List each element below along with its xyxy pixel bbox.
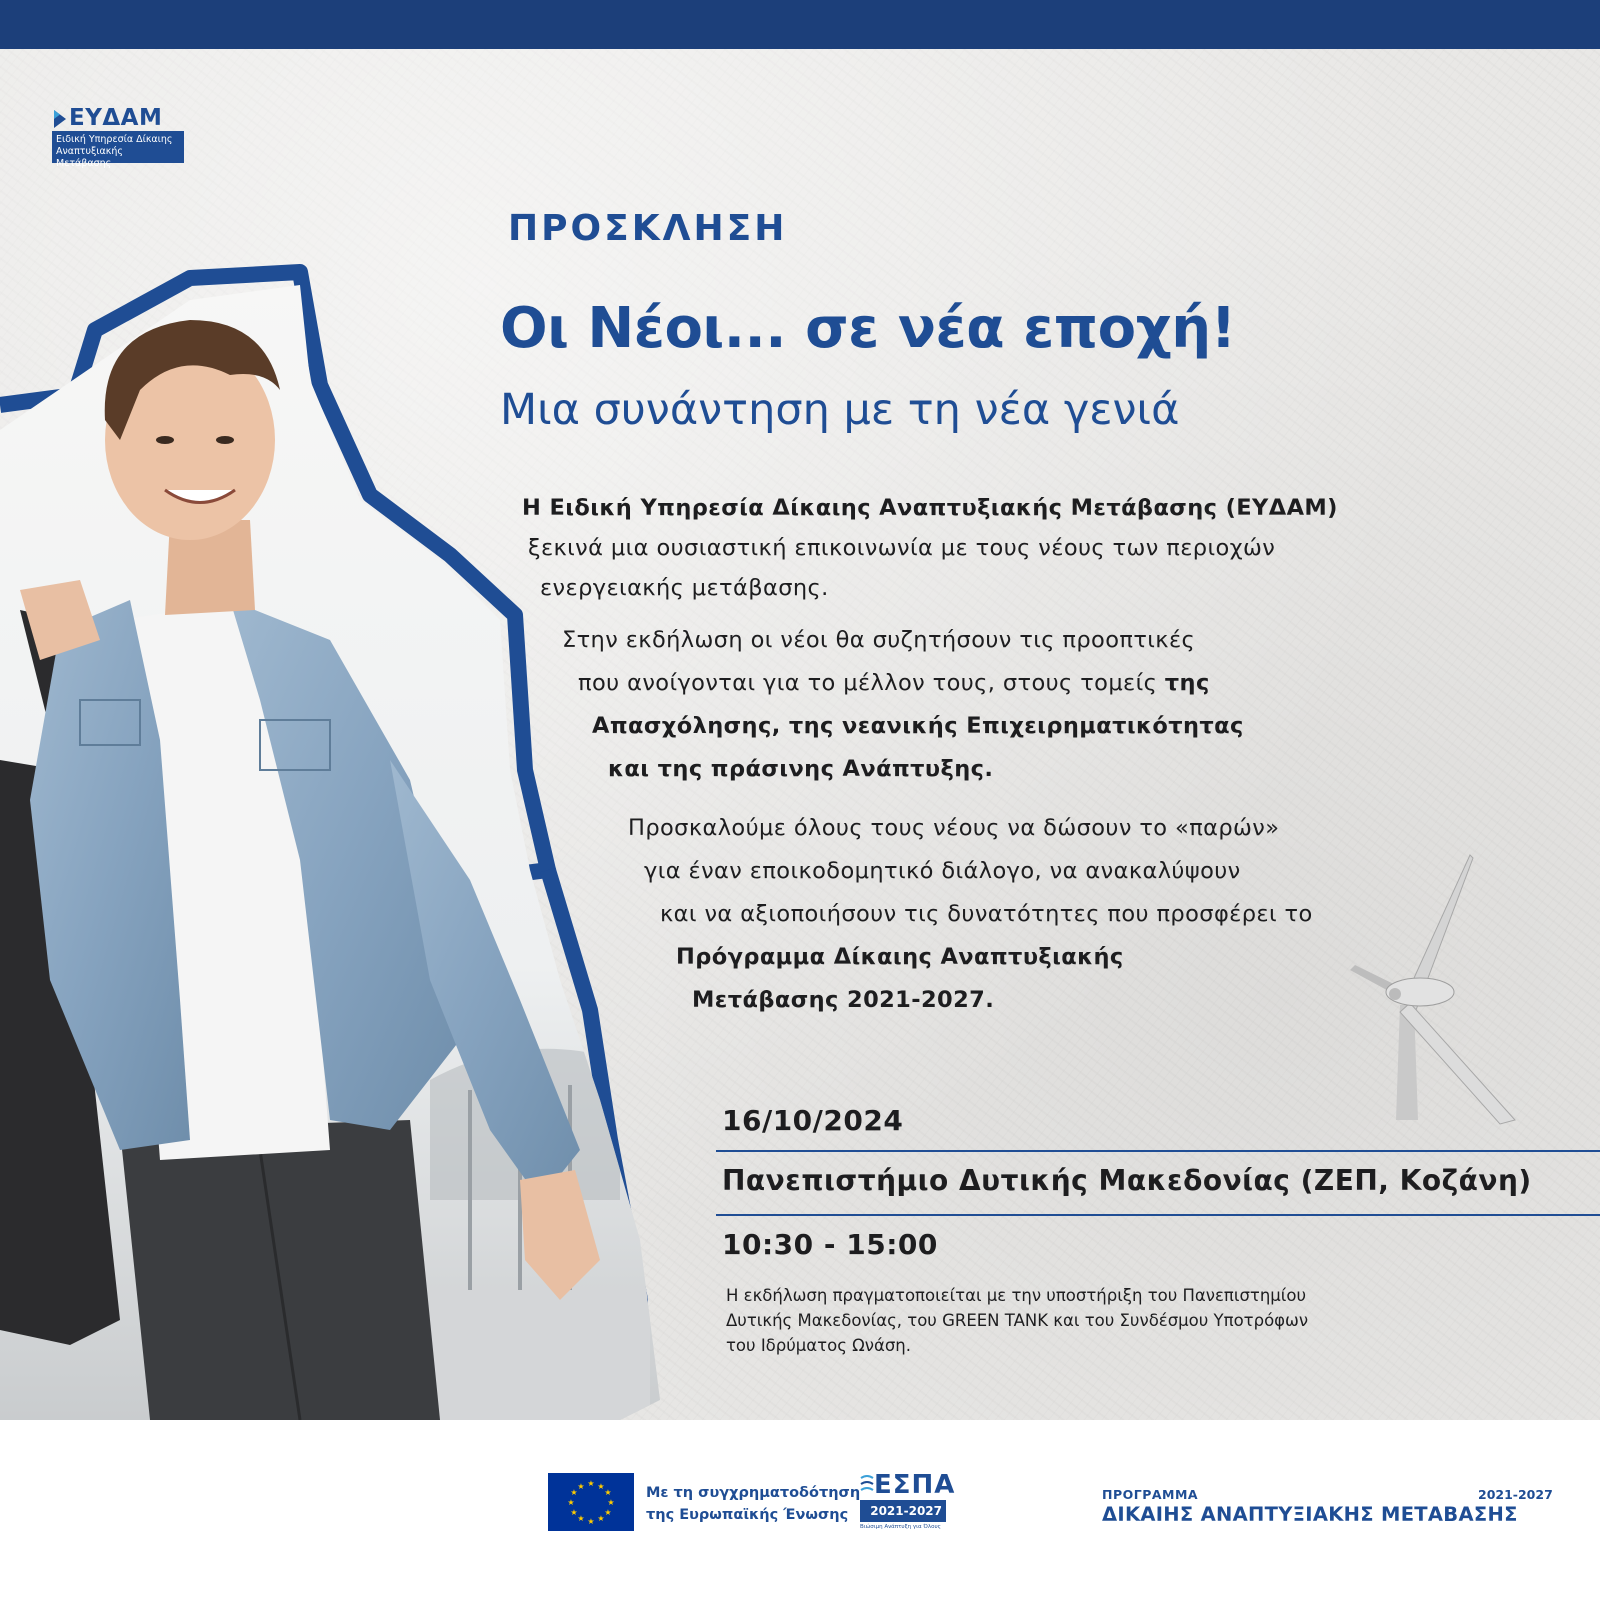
program-name: ΔΙΚΑΙΗΣ ΑΝΑΠΤΥΞΙΑΚΗΣ ΜΕΤΑΒΑΣΗΣ	[1102, 1503, 1518, 1526]
program-label: ΠΡΟΓΡΑΜΜΑ	[1102, 1487, 1199, 1502]
event-date: 16/10/2024	[722, 1104, 904, 1137]
svg-text:★: ★	[604, 1488, 612, 1497]
event-divider	[716, 1150, 1600, 1152]
event-venue: Πανεπιστήμιο Δυτικής Μακεδονίας (ΖΕΠ, Κοζάνη)	[722, 1164, 1532, 1197]
eu-cofunding-line: της Ευρωπαϊκής Ένωσης	[646, 1507, 849, 1523]
discussion-line: και της πράσινης Ανάπτυξης.	[608, 756, 994, 782]
eu-cofunding-line: Με τη συγχρηματοδότηση	[646, 1485, 861, 1501]
logo-subtitle-line: Ειδική Υπηρεσία Δίκαιης	[56, 134, 173, 145]
svg-text:★: ★	[587, 1479, 595, 1488]
svg-text:★: ★	[604, 1508, 612, 1517]
subheadline: Μια συνάντηση με τη νέα γενιά	[500, 385, 1180, 435]
svg-text:★: ★	[597, 1514, 605, 1523]
invitation-line: Μετάβασης 2021-2027.	[692, 987, 995, 1013]
svg-text:★: ★	[567, 1498, 575, 1507]
espa-logo	[860, 1470, 956, 1538]
svg-text:★: ★	[577, 1482, 585, 1491]
svg-text:★: ★	[570, 1508, 578, 1517]
discussion-line: που ανοίγονται για το μέλλον τους, στους τομείς της	[578, 670, 1210, 696]
support-line: Δυτικής Μακεδονίας, του GREEN TANK και του Συνδέσμου Υποτρόφων	[726, 1311, 1309, 1330]
svg-text:★: ★	[577, 1514, 585, 1523]
headline: Οι Νέοι... σε νέα εποχή!	[500, 296, 1236, 361]
eu-cofunding-text	[646, 1482, 860, 1526]
support-line: Η εκδήλωση πραγματοποιείται με την υποστήριξη του Πανεπιστημίου	[726, 1286, 1307, 1305]
espa-years: 2021-2027	[860, 1500, 946, 1522]
program-years: 2021-2027	[1478, 1487, 1553, 1502]
svg-text:★: ★	[597, 1482, 605, 1491]
intro-line: ενεργειακής μετάβασης.	[540, 575, 829, 601]
logo-subtitle-line: Αναπτυξιακής Μετάβασης	[56, 146, 123, 169]
discussion-line: Απασχόλησης, της νεανικής Επιχειρηματικότητας	[592, 713, 1244, 739]
invitation-line: Προσκαλούμε όλους τους νέους να δώσουν το «παρών»	[628, 815, 1280, 841]
svg-text:★: ★	[607, 1498, 615, 1507]
support-note	[726, 1283, 1308, 1358]
wind-turbine-illustration	[1350, 855, 1515, 1124]
intro-line: Η Ειδική Υπηρεσία Δίκαιης Αναπτυξιακής Μετάβασης (ΕΥΔΑΜ)	[522, 495, 1338, 521]
invitation-line: Πρόγραμμα Δίκαιης Αναπτυξιακής	[676, 944, 1124, 970]
espa-slogan: Βιώσιμη Ανάπτυξη για Όλους	[860, 1524, 941, 1530]
logo-wordmark: ΕΥΔΑΜ	[69, 105, 163, 131]
discussion-line: Στην εκδήλωση οι νέοι θα συζητήσουν τις προοπτικές	[562, 627, 1196, 653]
eu-flag-icon	[548, 1473, 634, 1531]
eydam-logo	[52, 105, 202, 169]
invitation-line: για έναν εποικοδομητικό διάλογο, να ανακαλύψουν	[644, 858, 1241, 884]
event-time: 10:30 - 15:00	[722, 1228, 938, 1261]
event-divider	[716, 1214, 1600, 1216]
espa-wave-icon	[860, 1474, 874, 1496]
invite-label: ΠΡΟΣΚΛΗΣΗ	[508, 208, 788, 249]
support-line: του Ιδρύματος Ωνάση.	[726, 1336, 911, 1355]
espa-title: ΕΣΠΑ	[874, 1470, 956, 1500]
logo-subtitle-box	[52, 131, 184, 169]
intro-line: ξεκινά μια ουσιαστική επικοινωνία με τους νέους των περιοχών	[528, 535, 1276, 561]
svg-text:★: ★	[587, 1517, 595, 1526]
svg-text:★: ★	[570, 1488, 578, 1497]
invitation-line: και να αξιοποιήσουν τις δυνατότητες που προσφέρει το	[660, 901, 1313, 927]
